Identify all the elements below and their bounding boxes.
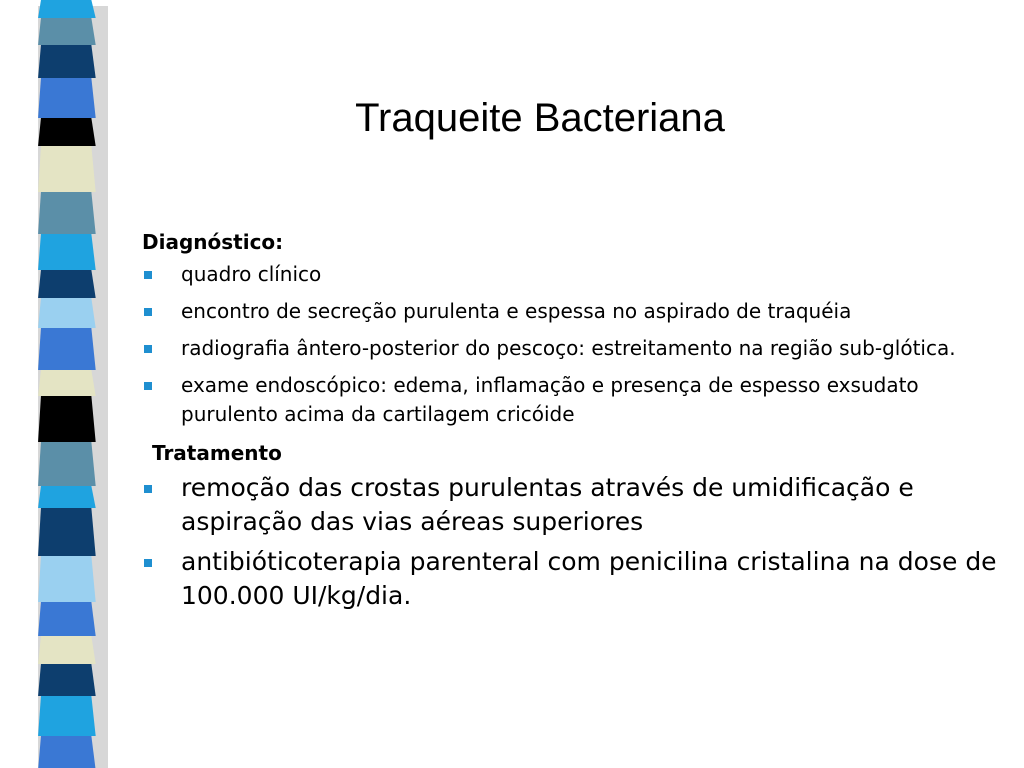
list-item-text: antibióticoterapia parenteral com penicilina cristalina na dose de 100.000 UI/kg/dia. (181, 547, 997, 610)
square-bullet-icon (144, 308, 152, 316)
list-item (142, 371, 1002, 429)
square-bullet-icon (144, 485, 152, 493)
stripe-band (28, 396, 100, 442)
slide-body (142, 228, 1002, 619)
list-item-text: radiografia ântero-posterior do pescoço: estreitamento na região sub-glótica. (181, 336, 956, 360)
stripe-band (28, 508, 100, 556)
tratamento-list (142, 471, 1002, 613)
square-bullet-icon (144, 345, 152, 353)
diagnostico-heading: Diagnóstico: (142, 230, 284, 254)
stripe-band (28, 696, 100, 736)
list-item-text: remoção das crostas purulentas através de umidificação e aspiração das vias aéreas superiores (181, 473, 914, 536)
stripe-band (28, 146, 100, 192)
stripe-band (28, 556, 100, 602)
stripe-band (28, 270, 100, 298)
slide-title: Traqueite Bacteriana (355, 96, 725, 140)
stripe-band (28, 78, 100, 118)
list-item-text: encontro de secreção purulenta e espessa no aspirado de traquéia (181, 299, 852, 323)
list-item (142, 545, 1002, 613)
list-item (142, 260, 1002, 289)
stripe-band (28, 118, 100, 146)
square-bullet-icon (144, 271, 152, 279)
list-item-text: exame endoscópico: edema, inflamação e presença de espesso exsudato purulento acima da cartilagem cricóide (181, 373, 919, 426)
square-bullet-icon (144, 382, 152, 390)
stripe-bands (28, 0, 100, 768)
stripe-band (28, 0, 100, 18)
stripe-band (28, 192, 100, 234)
list-item (142, 334, 1002, 363)
stripe-band (28, 736, 100, 768)
stripe-band (28, 298, 100, 328)
stripe-band (28, 45, 100, 78)
stripe-band (28, 442, 100, 486)
square-bullet-icon (144, 559, 152, 567)
tratamento-heading: Tratamento (152, 441, 282, 465)
stripe-band (28, 234, 100, 270)
list-item (142, 297, 1002, 326)
stripe-band (28, 328, 100, 370)
decorative-stripe (28, 0, 108, 768)
diagnostico-list (142, 260, 1002, 429)
stripe-band (28, 664, 100, 696)
stripe-band (28, 370, 100, 396)
stripe-band (28, 602, 100, 636)
stripe-band (28, 486, 100, 508)
list-item-text: quadro clínico (181, 262, 322, 286)
stripe-band (28, 18, 100, 45)
stripe-band (28, 636, 100, 664)
list-item (142, 471, 1002, 539)
